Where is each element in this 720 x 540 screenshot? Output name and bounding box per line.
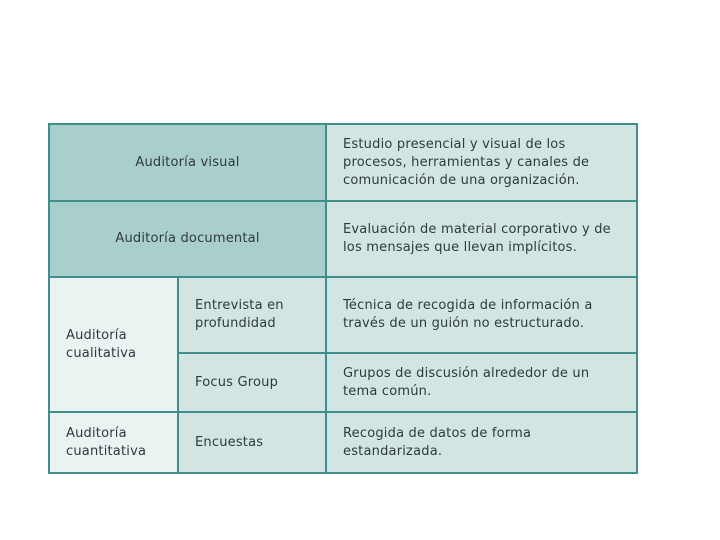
description-text: Evaluación de material corporativo y de los mensajes que llevan implícitos. bbox=[343, 222, 611, 255]
label-text: Auditoría visual bbox=[135, 154, 240, 170]
description-text: Grupos de discusión alrededor de un tema común. bbox=[343, 365, 590, 399]
label-text: Auditoría cualitativa bbox=[66, 327, 137, 361]
row-documental-label bbox=[50, 202, 325, 276]
method-text: Focus Group bbox=[195, 374, 279, 390]
method-interview-description bbox=[327, 278, 636, 352]
method-focus-group bbox=[179, 354, 325, 411]
row-documental-description bbox=[327, 202, 636, 276]
description-text: Técnica de recogida de información a través de un guión no estructurado. bbox=[343, 298, 593, 331]
audit-types-table bbox=[48, 123, 638, 474]
description-text: Recogida de datos de forma estandarizada. bbox=[343, 425, 532, 459]
description-text: Estudio presencial y visual de los procesos, herramientas y canales de comunicación de una organización. bbox=[343, 136, 590, 188]
method-focus-group-description bbox=[327, 354, 636, 411]
label-text: Auditoría cuantitativa bbox=[66, 425, 147, 459]
method-text: Encuestas bbox=[195, 434, 264, 450]
method-survey bbox=[179, 413, 325, 472]
quantitative-label bbox=[50, 413, 177, 472]
row-visual-label bbox=[50, 125, 325, 200]
row-visual-description bbox=[327, 125, 636, 200]
label-text: Auditoría documental bbox=[115, 231, 260, 246]
qualitative-label bbox=[50, 278, 177, 411]
method-text: Entrevista en profundidad bbox=[195, 298, 284, 331]
method-interview bbox=[179, 278, 325, 352]
method-survey-description bbox=[327, 413, 636, 472]
